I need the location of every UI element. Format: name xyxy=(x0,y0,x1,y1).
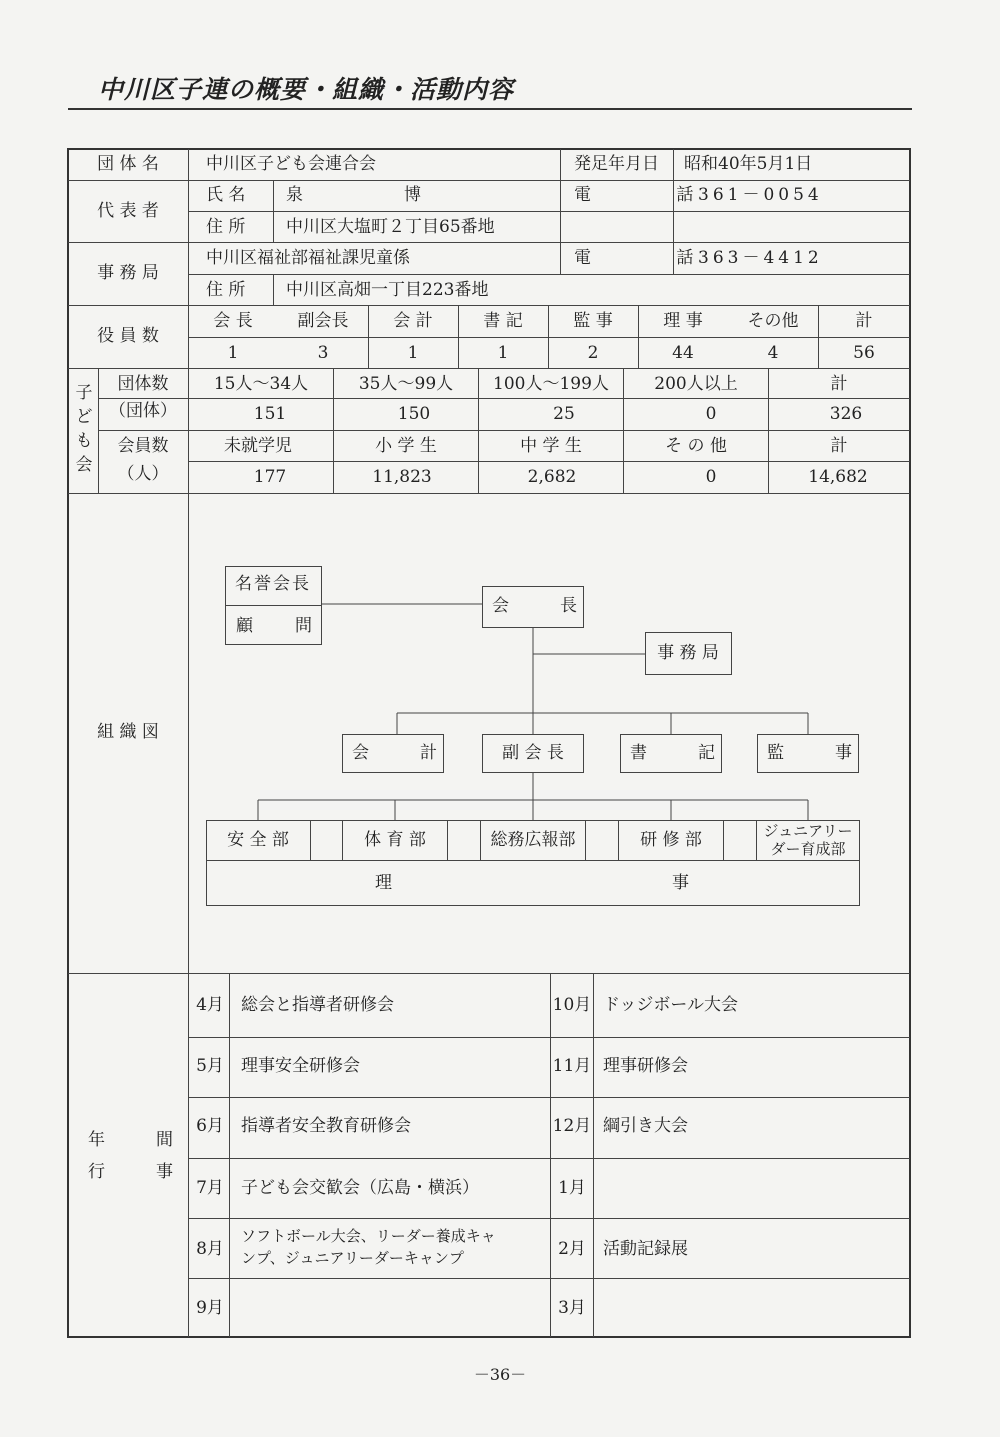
event-name: 総会と指導者研修会 xyxy=(241,995,394,1015)
group-count: 0 xyxy=(705,404,717,424)
directors-char: 理 xyxy=(375,873,392,893)
group-count: 25 xyxy=(553,404,575,424)
officer-header: その他 xyxy=(747,311,799,331)
event-name: ソフトボール大会、リーダー養成キャ xyxy=(241,1227,496,1245)
orgchart-label: 組 織 図 xyxy=(97,722,159,742)
dept-divider xyxy=(618,820,619,860)
event-month: 8月 xyxy=(196,1239,224,1259)
officer-header: 会 計 xyxy=(393,311,433,331)
officers-label: 役 員 数 xyxy=(97,326,159,346)
rep-address-label: 住 所 xyxy=(206,217,246,237)
rep-address: 中川区大塩町２丁目65番地 xyxy=(286,217,495,237)
page-number: －36－ xyxy=(473,1365,527,1384)
office-phone-label: 電 話 xyxy=(574,248,734,268)
rep-name-given: 博 xyxy=(404,185,421,205)
directors-char: 事 xyxy=(672,873,689,893)
event-month: 12月 xyxy=(552,1116,592,1136)
office-address: 中川区高畑一丁目223番地 xyxy=(286,280,489,300)
member-count: 0 xyxy=(705,467,717,487)
event-month: 5月 xyxy=(196,1056,224,1076)
org-name: 中川区子ども会連合会 xyxy=(206,154,376,174)
org-name-label: 団 体 名 xyxy=(97,154,159,174)
event-name: ンプ、ジュニアリーダーキャンプ xyxy=(241,1249,464,1267)
event-month: 7月 xyxy=(196,1178,224,1198)
page-title: 中川区子連の概要・組織・活動内容 xyxy=(98,75,515,104)
honorary-advisor-divider xyxy=(225,605,322,606)
event-name: 綱引き大会 xyxy=(603,1116,688,1136)
directors-divider xyxy=(206,860,860,861)
dept-sports: 体 育 部 xyxy=(364,830,426,850)
officer-count: 44 xyxy=(672,343,694,363)
kodomokai-label-char: も xyxy=(75,431,93,451)
group-size-header: 15人～34人 xyxy=(213,374,309,394)
member-type-header: そ の 他 xyxy=(665,436,727,456)
group-count: 326 xyxy=(829,404,863,424)
office-address-label: 住 所 xyxy=(206,280,246,300)
member-count: 177 xyxy=(253,467,287,487)
event-month: 2月 xyxy=(558,1239,586,1259)
member-count: 11,823 xyxy=(372,467,432,487)
representative-label: 代 表 者 xyxy=(97,201,159,221)
auditor-char: 監 xyxy=(767,743,784,763)
group-count: 150 xyxy=(397,404,431,424)
officer-count: 1 xyxy=(497,343,509,363)
kodomokai-label-char: 会 xyxy=(75,455,93,475)
chair-char: 長 xyxy=(560,596,577,616)
member-type-header: 中 学 生 xyxy=(520,436,582,456)
clerk-char: 記 xyxy=(698,743,715,763)
members-label: 会員数 xyxy=(117,436,169,456)
event-month: 3月 xyxy=(558,1298,586,1318)
dept-pr: 総務広報部 xyxy=(490,830,576,850)
dept-divider xyxy=(756,820,757,860)
officer-header: 会 長 xyxy=(213,311,253,331)
members-unit: （人） xyxy=(117,464,169,484)
clerk-char: 書 xyxy=(630,743,647,763)
kodomokai-label-char: ど xyxy=(75,407,93,427)
officer-count: 2 xyxy=(587,343,599,363)
office-phone: 363－4412 xyxy=(698,248,823,268)
event-name: 理事研修会 xyxy=(603,1056,688,1076)
groups-label: 団体数 xyxy=(117,374,169,394)
rep-name-family: 泉 xyxy=(286,185,303,205)
officer-count: 1 xyxy=(407,343,419,363)
member-type-header: 未就学児 xyxy=(224,436,292,456)
group-count: 151 xyxy=(253,404,287,424)
event-month: 9月 xyxy=(196,1298,224,1318)
vice-chair: 副 会 長 xyxy=(502,743,564,763)
dept-divider xyxy=(585,820,586,860)
event-month: 1月 xyxy=(558,1178,586,1198)
event-name: 子ども会交歓会（広島・横浜） xyxy=(241,1178,479,1198)
dept-safety: 安 全 部 xyxy=(227,830,289,850)
dept-training: 研 修 部 xyxy=(640,830,702,850)
officer-count: 1 xyxy=(227,343,239,363)
member-count: 14,682 xyxy=(808,467,868,487)
office-label: 事 務 局 xyxy=(97,263,159,283)
event-month: 11月 xyxy=(552,1056,592,1076)
annual-events-label: 事 xyxy=(156,1162,173,1182)
annual-events-label: 行 xyxy=(88,1162,105,1182)
dept-divider xyxy=(447,820,448,860)
officer-header: 副会長 xyxy=(297,311,349,331)
officer-header: 理 事 xyxy=(663,311,703,331)
dept-junior-leader: ダー育成部 xyxy=(770,840,846,858)
group-size-header: 35人～99人 xyxy=(358,374,454,394)
office-name: 中川区福祉部福祉課児童係 xyxy=(206,248,410,268)
event-month: 6月 xyxy=(196,1116,224,1136)
founded-date: 昭和40年5月1日 xyxy=(684,154,813,174)
officer-header: 書 記 xyxy=(483,311,523,331)
group-size-header: 100人～199人 xyxy=(493,374,609,394)
advisor-char: 顧 xyxy=(236,616,253,636)
dept-divider xyxy=(310,820,311,860)
auditor-char: 事 xyxy=(835,743,852,763)
treasurer-char: 計 xyxy=(420,743,437,763)
event-name: ドッジボール大会 xyxy=(603,995,738,1015)
member-type-header: 計 xyxy=(830,436,848,456)
event-name: 活動記録展 xyxy=(603,1239,688,1259)
group-size-header: 200人以上 xyxy=(654,374,738,394)
kodomokai-label-char: 子 xyxy=(75,383,93,403)
group-size-header: 計 xyxy=(830,374,848,394)
annual-events-label: 間 xyxy=(156,1130,173,1150)
dept-divider xyxy=(480,820,481,860)
founded-label: 発足年月日 xyxy=(574,154,659,174)
member-count: 2,682 xyxy=(527,467,577,487)
event-month: 10月 xyxy=(552,995,592,1015)
treasurer-char: 会 xyxy=(352,743,369,763)
officer-header: 監 事 xyxy=(573,311,613,331)
officer-count: 3 xyxy=(317,343,329,363)
event-name: 理事安全研修会 xyxy=(241,1056,360,1076)
dept-junior-leader: ジュニアリー xyxy=(763,822,853,840)
groups-unit: （団体） xyxy=(109,401,177,421)
event-name: 指導者安全教育研修会 xyxy=(241,1116,411,1136)
rep-phone: 361－0054 xyxy=(698,185,823,205)
member-type-header: 小 学 生 xyxy=(375,436,437,456)
secretariat: 事 務 局 xyxy=(657,643,719,663)
advisor-char: 問 xyxy=(295,616,312,636)
event-month: 4月 xyxy=(196,995,224,1015)
dept-divider xyxy=(723,820,724,860)
rep-name-label: 氏 名 xyxy=(206,185,246,205)
officer-header: 計 xyxy=(855,311,873,331)
honorary-chair: 名誉会長 xyxy=(235,574,311,594)
annual-events-label: 年 xyxy=(88,1130,105,1150)
chair-char: 会 xyxy=(492,596,509,616)
rep-phone-label: 電 話 xyxy=(574,185,734,205)
dept-divider xyxy=(342,820,343,860)
officer-count: 56 xyxy=(853,343,875,363)
officer-count: 4 xyxy=(767,343,779,363)
